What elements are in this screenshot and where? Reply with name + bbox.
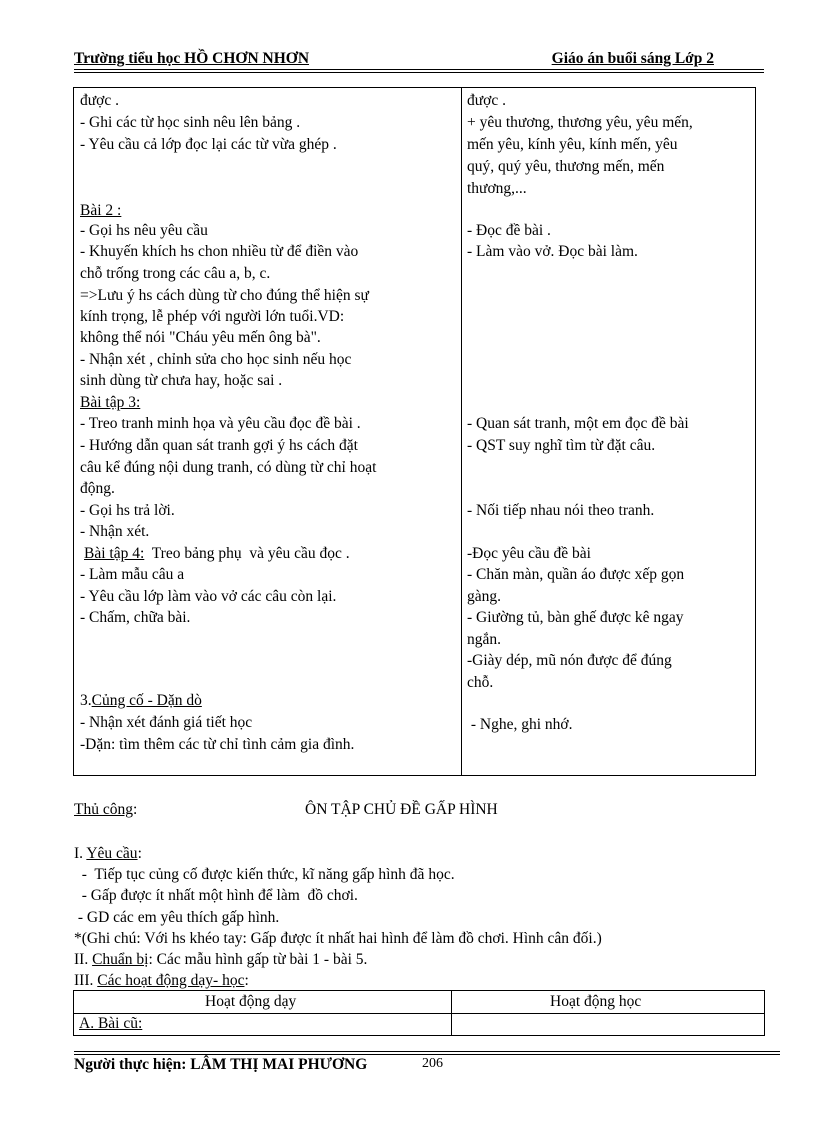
lesson-title: ÔN TẬP CHỦ ĐỀ GẤP HÌNH [305, 801, 498, 818]
section-heading: Củng cố - Dặn dò [91, 692, 202, 709]
teacher-line: - Gọi hs nêu yêu cầu [80, 222, 208, 239]
row-label-previous-lesson: A. Bài cũ: [79, 1015, 143, 1032]
activity-table [73, 87, 756, 776]
teacher-line: - Yêu cầu lớp làm vào vở các câu còn lại. [80, 588, 337, 605]
teacher-line: chỗ trống trong các câu a, b, c. [80, 265, 271, 282]
student-line: - Giường tủ, bàn ghế được kê ngay [467, 609, 684, 626]
header-rule [74, 69, 764, 70]
exercise-heading: Bài tập 3: [80, 394, 141, 411]
student-line: thương,... [467, 180, 527, 197]
student-line: mến yêu, kính yêu, kính mến, yêu [467, 136, 678, 153]
teacher-line: - Yêu cầu cả lớp đọc lại các từ vừa ghép . [80, 136, 337, 153]
author-footer: Người thực hiện: LÂM THỊ MAI PHƯƠNG [74, 1056, 368, 1073]
section-heading-line [80, 691, 202, 711]
student-line: + yêu thương, thương yêu, yêu mến, [467, 114, 693, 131]
preparation-line: II. Chuẩn bị: Các mẫu hình gấp từ bài 1 - bài 5. [74, 951, 368, 968]
teacher-line: - Hướng dẫn quan sát tranh gợi ý hs cách đặt [80, 437, 358, 454]
section-number: 3. [80, 692, 92, 709]
teacher-line: câu kể đúng nội dung tranh, có dùng từ chỉ hoạt [80, 459, 377, 476]
activities-table [73, 990, 765, 1036]
student-line: chỗ. [467, 674, 494, 691]
teacher-line: - Nhận xét , chỉnh sửa cho học sinh nếu học [80, 351, 352, 368]
student-line: được . [467, 92, 506, 109]
requirement-line: - Tiếp tục củng cố được kiến thức, kĩ năng gấp hình đã học. [74, 866, 455, 883]
header-rule-thin [74, 72, 764, 73]
student-line: -Đọc yêu cầu đề bài [467, 545, 591, 562]
requirement-note: *(Ghi chú: Với hs khéo tay: Gấp được ít nhất hai hình để làm đồ chơi. Hình cân đối.) [74, 930, 602, 947]
requirements-heading: I. Yêu cầu: [74, 845, 142, 862]
subject-label: Thủ công: [74, 801, 138, 818]
teacher-line: sinh dùng từ chưa hay, hoặc sai . [80, 372, 283, 389]
teacher-line: kính trọng, lễ phép với người lớn tuổi.VD: [80, 308, 345, 325]
exercise-heading: Bài tập 4: [84, 545, 145, 562]
student-line: - Nối tiếp nhau nói theo tranh. [467, 502, 655, 519]
footer-rule-thin [74, 1054, 780, 1055]
requirement-line: - Gấp được ít nhất một hình để làm đồ chơi. [74, 887, 358, 904]
teacher-line: - Nhận xét đánh giá tiết học [80, 714, 253, 731]
page-number: 206 [422, 1056, 443, 1071]
student-line: - QST suy nghĩ tìm từ đặt câu. [467, 437, 656, 454]
row-divider [74, 1013, 764, 1014]
student-line: - Chăn màn, quần áo được xếp gọn [467, 566, 685, 583]
teacher-line: không thể nói "Cháu yêu mến ông bà". [80, 329, 321, 346]
teacher-line: - Ghi các từ học sinh nêu lên bảng . [80, 114, 301, 131]
student-line: -Giày dép, mũ nón được để đúng [467, 652, 672, 669]
student-line: gàng. [467, 588, 502, 605]
teacher-line: Treo bảng phụ và yêu cầu đọc . [144, 545, 350, 562]
student-line: - Nghe, ghi nhớ. [467, 716, 573, 733]
teacher-line: - Làm mẫu câu a [80, 566, 185, 583]
student-line: quý, quý yêu, thương mến, mến [467, 158, 665, 175]
exercise-heading: Bài 2 : [80, 202, 122, 219]
column-header-teaching: Hoạt động dạy [205, 993, 297, 1010]
student-line: ngắn. [467, 631, 502, 648]
teacher-line: - Gọi hs trả lời. [80, 502, 175, 519]
footer-rule [74, 1051, 780, 1052]
teacher-line: - Nhận xét. [80, 523, 150, 540]
column-divider [461, 88, 462, 775]
teacher-line: động. [80, 480, 115, 497]
teacher-line: - Chấm, chữa bài. [80, 609, 191, 626]
teacher-line: - Treo tranh minh họa và yêu cầu đọc đề bài . [80, 415, 361, 432]
activities-heading: III. Các hoạt động dạy- học: [74, 972, 249, 989]
student-line: - Quan sát tranh, một em đọc đề bài [467, 415, 689, 432]
student-line: - Làm vào vở. Đọc bài làm. [467, 243, 638, 260]
page-header [74, 50, 762, 70]
lesson-plan-title: Giáo án buổi sáng Lớp 2 [551, 50, 714, 67]
school-name: Trường tiểu học HỒ CHƠN NHƠN [74, 50, 310, 67]
student-line: - Đọc đề bài . [467, 222, 551, 239]
requirement-line: - GD các em yêu thích gấp hình. [74, 909, 280, 926]
column-header-learning: Hoạt động học [550, 993, 642, 1010]
teacher-line: -Dặn: tìm thêm các từ chỉ tình cảm gia đình. [80, 736, 355, 753]
teacher-line: - Khuyến khích hs chon nhiều từ để điền vào [80, 243, 359, 260]
teacher-line: =>Lưu ý hs cách dùng từ cho đúng thể hiện sự [80, 287, 369, 304]
teacher-line: được . [80, 92, 119, 109]
exercise-heading-line [84, 544, 350, 564]
